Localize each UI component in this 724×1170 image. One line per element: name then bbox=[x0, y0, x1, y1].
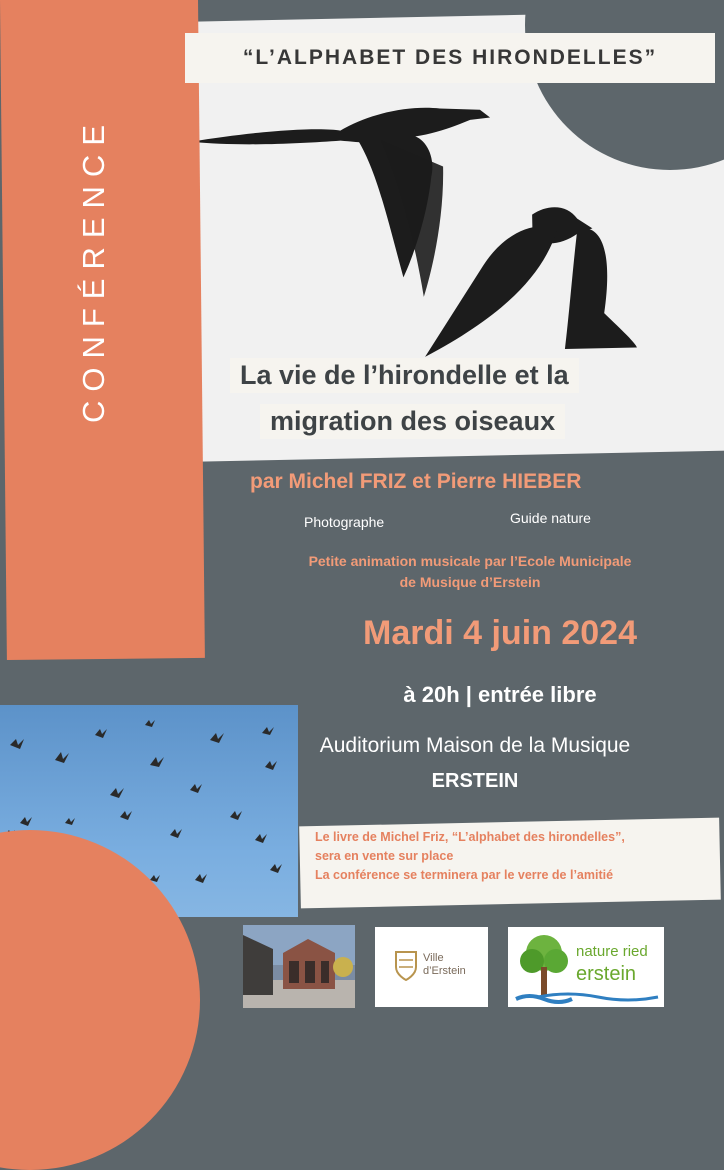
erstein-label: d’Erstein bbox=[423, 965, 466, 977]
subtitle-line-1: La vie de l’hirondelle et la bbox=[230, 358, 579, 393]
animation-line-2: de Musique d’Erstein bbox=[399, 574, 541, 590]
building-photo bbox=[243, 925, 355, 1008]
event-time-entry: à 20h | entrée libre bbox=[403, 682, 597, 707]
conference-label: CONFÉRENCE bbox=[76, 116, 111, 424]
note-line-2: sera en vente sur place bbox=[315, 849, 454, 863]
title-banner bbox=[185, 33, 715, 83]
speakers: par Michel FRIZ et Pierre HIEBER bbox=[250, 470, 582, 493]
speaker-role-1: Photographe bbox=[304, 514, 385, 530]
erstein-brand-label: erstein bbox=[576, 963, 637, 985]
building-photo-logo bbox=[243, 925, 355, 1008]
ville-label: Ville bbox=[423, 952, 444, 964]
venue-name: Auditorium Maison de la Musique bbox=[319, 734, 631, 757]
ville-erstein-logo bbox=[375, 927, 488, 1007]
animation-line-1: Petite animation musicale par l’Ecole Municipale bbox=[308, 553, 632, 569]
shield-icon bbox=[395, 951, 417, 981]
speaker-role-2: Guide nature bbox=[510, 510, 591, 526]
note-line-3: La conférence se terminera par le verre de l’amitié bbox=[315, 868, 614, 882]
nature-ried-label: nature ried bbox=[576, 943, 648, 960]
musical-animation-note bbox=[235, 551, 705, 593]
nature-ried-erstein-logo bbox=[508, 927, 664, 1007]
side-label bbox=[58, 80, 130, 460]
river-icon bbox=[508, 989, 664, 1003]
page-title: “L’ALPHABET DES HIRONDELLES” bbox=[242, 46, 658, 69]
subtitle-line-2: migration des oiseaux bbox=[260, 404, 565, 439]
note-line-1: Le livre de Michel Friz, “L’alphabet des hirondelles”, bbox=[315, 830, 625, 844]
venue-city: ERSTEIN bbox=[431, 770, 519, 792]
event-date: Mardi 4 juin 2024 bbox=[363, 614, 637, 652]
sale-note bbox=[315, 828, 715, 885]
